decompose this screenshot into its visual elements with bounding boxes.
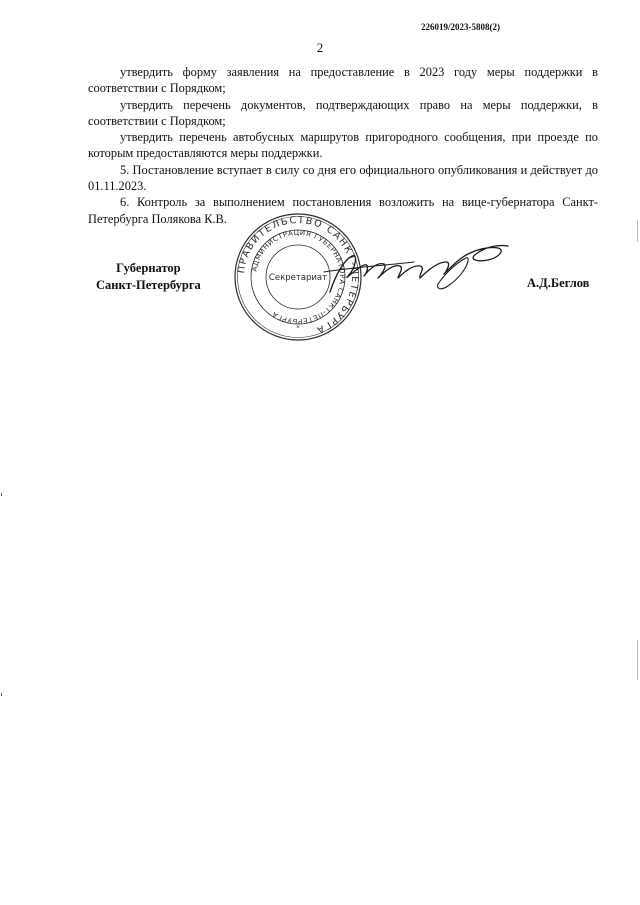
signatory-name: А.Д.Беглов xyxy=(527,276,590,290)
seal-inner-text: АДМИНИСТРАЦИЯ ГУБЕРНАТОРА САНКТ-ПЕТЕРБУРГА xyxy=(250,228,347,326)
seal-outer-text: ПРАВИТЕЛЬСТВО САНКТ-ПЕТЕРБУРГА xyxy=(236,214,361,336)
signatory-title xyxy=(96,260,201,293)
scan-margin-mark xyxy=(637,220,638,242)
scan-margin-mark xyxy=(1,693,2,696)
paragraph-effective-date: 5. Постановление вступает в силу со дня его официального опубликования и действует до 01.11.2023. xyxy=(88,162,598,194)
document-registration-number: 226019/2023-5808(2) xyxy=(421,22,500,32)
paragraph-bus-routes: утвердить перечень автобусных маршрутов пригородного сообщения, при проезде по которым предоставляются меры поддержки. xyxy=(88,130,598,161)
paragraph-application-form: утвердить форму заявления на предоставление в 2023 году меры поддержки в соответствии с Порядком; xyxy=(88,65,598,96)
handwritten-signature xyxy=(318,232,518,300)
scan-margin-mark xyxy=(1,493,2,496)
signatory-title-line2: Санкт-Петербурга xyxy=(96,277,201,292)
seal-center-text: Секретариат xyxy=(268,273,328,283)
paragraph-documents-list: утвердить перечень документов, подтверждающих право на меры поддержки, в соответствии с Порядком; xyxy=(88,97,598,128)
document-body xyxy=(88,64,598,227)
scan-margin-mark xyxy=(637,640,638,680)
page-number: 2 xyxy=(316,40,324,55)
signatory-title-line1: Губернатор xyxy=(116,261,181,275)
paragraph-control: 6. Контроль за выполнением постановления возложить на вице-губернатора Санкт-Петербурга Полякова К.В. xyxy=(88,195,598,226)
seal-star-bottom: * xyxy=(296,324,300,332)
